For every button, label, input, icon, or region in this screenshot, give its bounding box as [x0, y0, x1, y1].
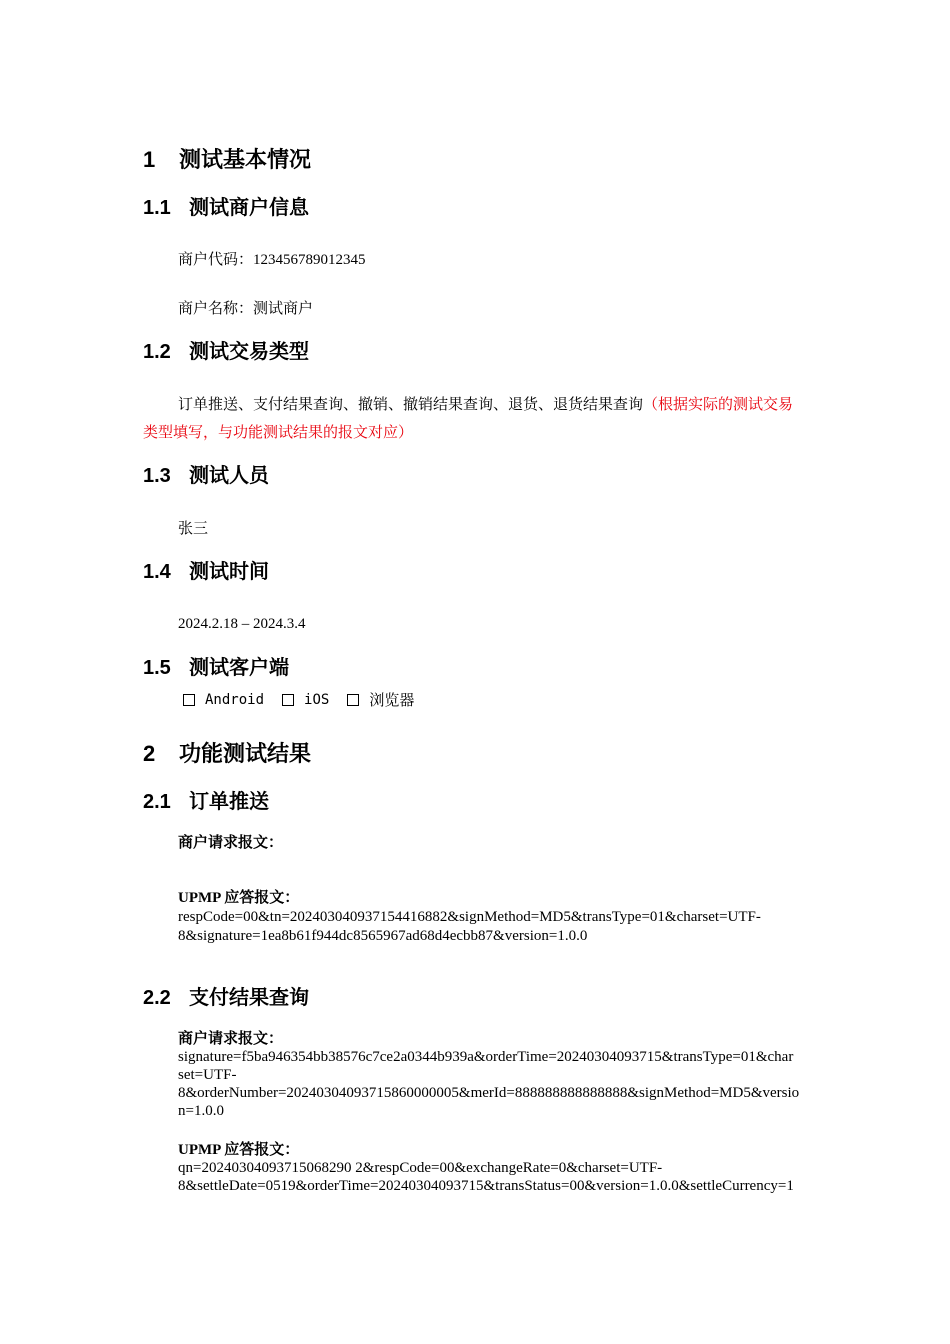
- section-1-heading: [143, 147, 311, 173]
- section-title: 测试人员: [189, 465, 269, 487]
- section-1-5-heading: [143, 656, 289, 680]
- section-title: 测试基本情况: [179, 147, 312, 172]
- transaction-types-note: （根据实际的测试交易: [643, 397, 794, 413]
- section-title: 支付结果查询: [189, 987, 309, 1009]
- section-1-3-heading: [143, 464, 269, 488]
- section-number: 2.2: [143, 987, 171, 1009]
- section-number: 1.4: [143, 561, 171, 583]
- checkbox-icon: [282, 694, 294, 706]
- section-number: 1.3: [143, 465, 171, 487]
- checkbox-label: 浏览器: [369, 691, 415, 709]
- checkbox-ios[interactable]: [282, 690, 329, 710]
- checkbox-icon: [347, 694, 359, 706]
- merchant-code: 商户代码：123456789012345: [178, 252, 366, 268]
- merchant-request-line-2: set=UTF-: [178, 1067, 237, 1083]
- upmp-response-line-2: 8&settleDate=0519&orderTime=20240304093715&transStatus=00&version=1.0.0&settleCurrency=1: [178, 1178, 794, 1194]
- tester-name: 张三: [178, 521, 209, 537]
- transaction-types-text: 订单推送、支付结果查询、撤销、撤销结果查询、退货、退货结果查询: [178, 397, 644, 413]
- upmp-response-line-1: qn=20240304093715068290 2&respCode=00&exchangeRate=0&charset=UTF-: [178, 1160, 663, 1176]
- section-title: 测试时间: [189, 561, 269, 583]
- checkbox-label: Android: [205, 692, 265, 708]
- upmp-response-label: UPMP 应答报文：: [178, 890, 300, 906]
- section-2-1-heading: [143, 790, 269, 814]
- checkbox-browser[interactable]: [347, 690, 414, 710]
- section-title: 测试客户端: [189, 657, 289, 679]
- section-number: 1.2: [143, 341, 171, 363]
- upmp-response-line-2: 8&signature=1ea8b61f944dc8565967ad68d4ecbb87&version=1.0.0: [178, 928, 588, 944]
- section-number: 1.1: [143, 197, 171, 219]
- client-options: [183, 690, 432, 710]
- section-number: 1: [143, 147, 156, 172]
- merchant-request-line-4: n=1.0.0: [178, 1103, 224, 1119]
- section-1-1-heading: [143, 196, 309, 220]
- test-period: 2024.2.18 – 2024.3.4: [178, 616, 306, 632]
- transaction-types: [178, 395, 793, 415]
- section-title: 订单推送: [189, 791, 269, 813]
- merchant-request-label: 商户请求报文：: [178, 835, 284, 851]
- merchant-name: 商户名称：测试商户: [178, 301, 314, 317]
- section-number: 2.1: [143, 791, 171, 813]
- section-1-4-heading: [143, 560, 269, 584]
- transaction-types-note-continued: 类型填写，与功能测试结果的报文对应）: [143, 425, 414, 441]
- upmp-response-label: UPMP 应答报文：: [178, 1142, 300, 1158]
- checkbox-label: iOS: [304, 692, 330, 708]
- upmp-response-line-1: respCode=00&tn=202403040937154416882&signMethod=MD5&transType=01&charset=UTF-: [178, 909, 761, 925]
- section-title: 测试商户信息: [189, 197, 309, 219]
- section-number: 1.5: [143, 657, 171, 679]
- section-2-heading: [143, 741, 311, 767]
- section-number: 2: [143, 741, 156, 766]
- section-2-2-heading: [143, 986, 309, 1010]
- section-title: 测试交易类型: [189, 341, 309, 363]
- merchant-request-label: 商户请求报文：: [178, 1031, 284, 1047]
- merchant-request-line-3: 8&orderNumber=20240304093715860000005&merId=888888888888888&signMethod=MD5&versio: [178, 1085, 800, 1101]
- section-1-2-heading: [143, 340, 309, 364]
- checkbox-android[interactable]: [183, 690, 264, 710]
- checkbox-icon: [183, 694, 195, 706]
- section-title: 功能测试结果: [179, 741, 312, 766]
- merchant-request-line-1: signature=f5ba946354bb38576c7ce2a0344b939a&orderTime=20240304093715&transType=01&char: [178, 1049, 794, 1065]
